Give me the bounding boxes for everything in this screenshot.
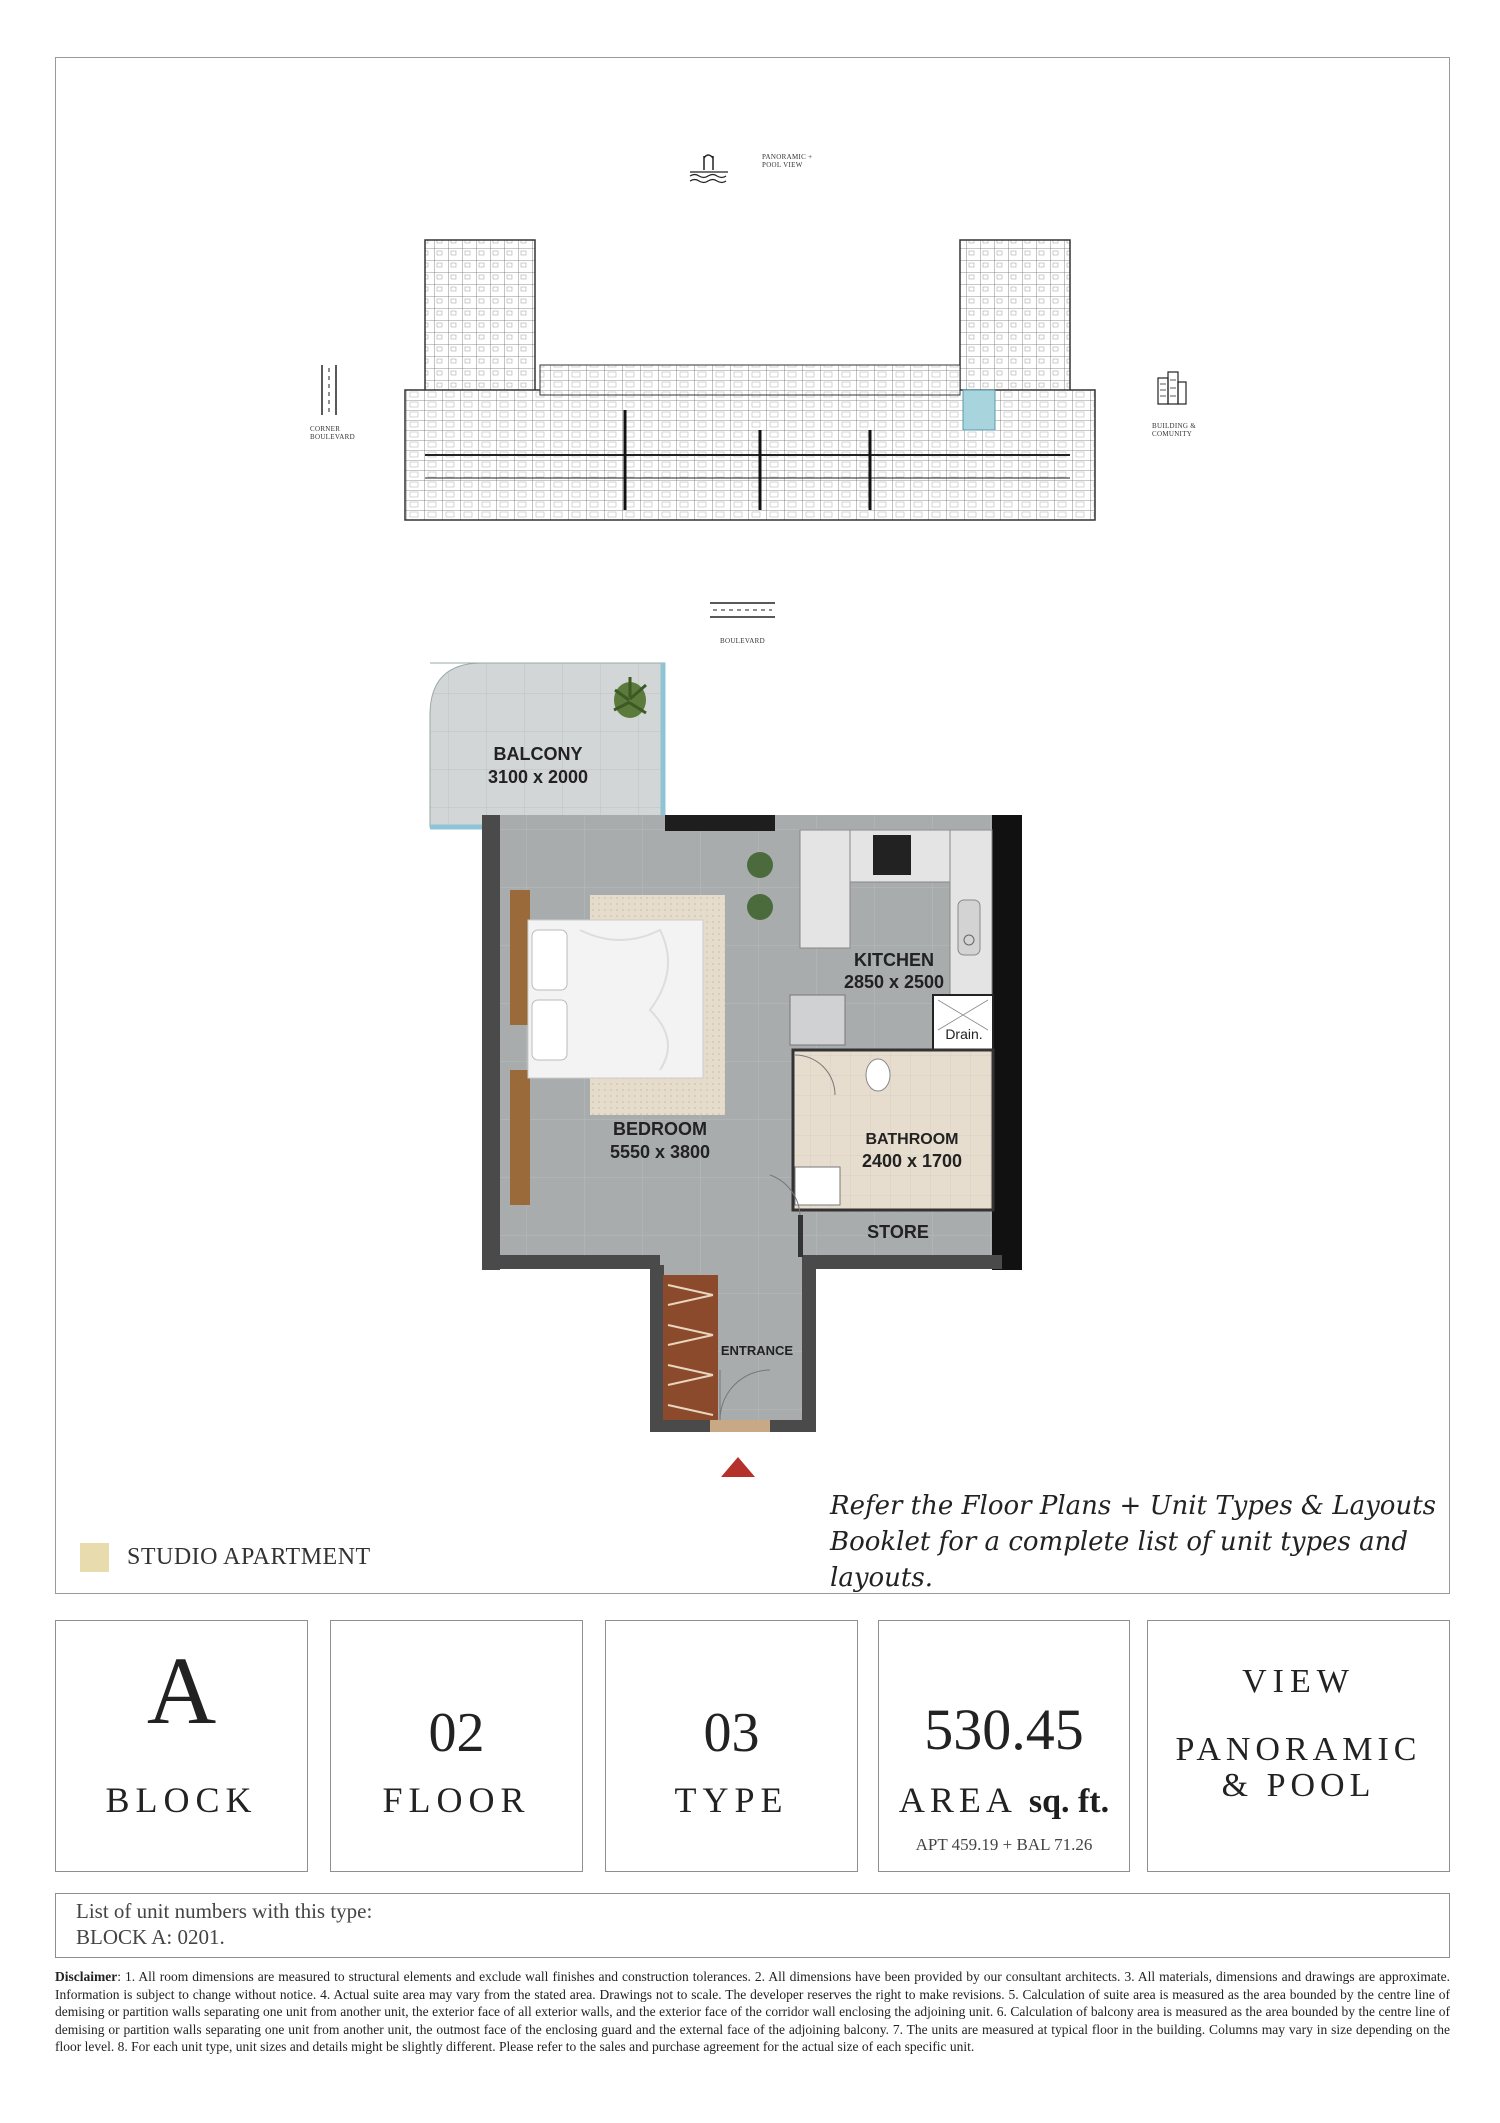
cooktop: [873, 835, 911, 875]
legend: [80, 1543, 371, 1572]
balcony-size: 3100 x 2000: [487, 767, 589, 787]
key-plan-drawing: [280, 140, 1220, 660]
block-label: BLOCK: [105, 1780, 258, 1820]
area-box: [878, 1620, 1130, 1872]
north-wall-black: [665, 815, 775, 831]
kitchen-size: 2850 x 2500: [843, 972, 945, 992]
block-value: A: [146, 1637, 217, 1744]
view-label-line1: PANORAMIC +: [762, 153, 813, 161]
boulevard-label: BOULEVARD: [720, 637, 765, 645]
corner-label-line2: BOULEVARD: [310, 433, 355, 441]
floor-value: 02: [428, 1702, 485, 1764]
bathroom-size: 2400 x 1700: [861, 1151, 963, 1171]
east-wall: [992, 815, 1022, 1270]
balcony-name: BALCONY: [493, 744, 583, 764]
building-label-line2: COMUNITY: [1152, 430, 1193, 438]
key-plan: [280, 140, 1220, 660]
store-name: STORE: [867, 1222, 929, 1242]
entrance-name: ENTRANCE: [720, 1343, 794, 1358]
highlighted-unit: [963, 390, 995, 430]
area-unit: sq. ft.: [1028, 1783, 1110, 1820]
entry-marker-icon: [721, 1457, 755, 1477]
area-value: 530.45: [924, 1697, 1084, 1762]
view-value-line2: & POOL: [1221, 1767, 1376, 1804]
drain-name: Drain.: [945, 1026, 983, 1042]
nightstand-bottom: [510, 1070, 530, 1205]
view-value-line1: PANORAMIC: [1175, 1731, 1422, 1768]
disclaimer-title: Disclaimer: [55, 1969, 118, 1984]
unit-floor-plan: [410, 655, 1030, 1495]
block-box: [55, 1620, 308, 1872]
view-label-line2: POOL VIEW: [762, 161, 803, 169]
unit-list-units: BLOCK A: 0201.: [76, 1925, 225, 1949]
stool-2: [747, 894, 773, 920]
bedroom-size: 5550 x 3800: [609, 1142, 711, 1162]
toilet: [866, 1059, 890, 1091]
pool-view-icon: [690, 155, 728, 183]
unit-list-title: List of unit numbers with this type:: [76, 1899, 373, 1923]
sink: [958, 900, 980, 955]
unit-plan-drawing: [410, 655, 1030, 1495]
view-label: VIEW: [1242, 1663, 1355, 1700]
type-label: TYPE: [674, 1780, 789, 1820]
view-box: [1147, 1620, 1450, 1872]
entrance-threshold: [710, 1420, 770, 1432]
type-value: 03: [703, 1702, 760, 1764]
disclaimer-text: : 1. All room dimensions are measured to structural elements and exclude wall finishes and construction tolerances. 2. All dimensions have been provided by our consultant architects. 3. All materials, dimensions and drawings are approximate. Information is subject to change without notice. 4. Actual suite area may vary from the stated area. Drawings not to scale. The developer reserves the right to make revisions. 5. Calculation of suite area is measured as the area bounded by the centre line of demising or partition walls separating one unit from another unit, the exterior face of all exterior walls, and the exterior face of the corridor wall enclosing the adjoining unit. 6. Calculation of balcony area is measured as the area bounded by the centre line of demising or partition walls separating one unit from another unit, the outmost face of the enclosing guard and the external face of the adjoining balcony. 7. The units are measured at typical floor in the building. Columns may vary in size depending on the floor level. 8. For each unit type, unit sizes and details might be slightly different. Please refer to the sales and purchase agreement for the actual size of each specific unit.: [55, 1969, 1450, 2054]
boulevard-road-icon: [710, 603, 775, 617]
corner-label-line1: CORNER: [310, 425, 341, 433]
kitchen-name: KITCHEN: [854, 950, 934, 970]
type-box: [605, 1620, 858, 1872]
area-label: AREA: [898, 1780, 1017, 1820]
wardrobe: [663, 1275, 718, 1420]
refer-note: Refer the Floor Plans + Unit Types & Layouts Booklet for a complete list of unit types and layouts.: [830, 1491, 1436, 1593]
bedroom-name: BEDROOM: [613, 1119, 707, 1139]
wash-basin: [795, 1167, 840, 1205]
pillow-2: [532, 1000, 567, 1060]
nightstand-top: [510, 890, 530, 1025]
unit-list-box: [55, 1893, 1450, 1958]
corner-road-icon: [322, 365, 336, 415]
disclaimer: [55, 1968, 1450, 2056]
building-icon: [1158, 372, 1186, 404]
building-label-line1: BUILDING &: [1152, 422, 1197, 430]
legend-label: STUDIO APARTMENT: [127, 1544, 371, 1570]
bathroom-name: BATHROOM: [865, 1131, 959, 1148]
pillow-1: [532, 930, 567, 990]
stool-1: [747, 852, 773, 878]
floor-box: [330, 1620, 583, 1872]
legend-swatch: [80, 1543, 109, 1572]
area-detail: APT 459.19 + BAL 71.26: [915, 1835, 1093, 1854]
west-wall: [482, 815, 500, 1270]
floor-label: FLOOR: [382, 1780, 531, 1820]
